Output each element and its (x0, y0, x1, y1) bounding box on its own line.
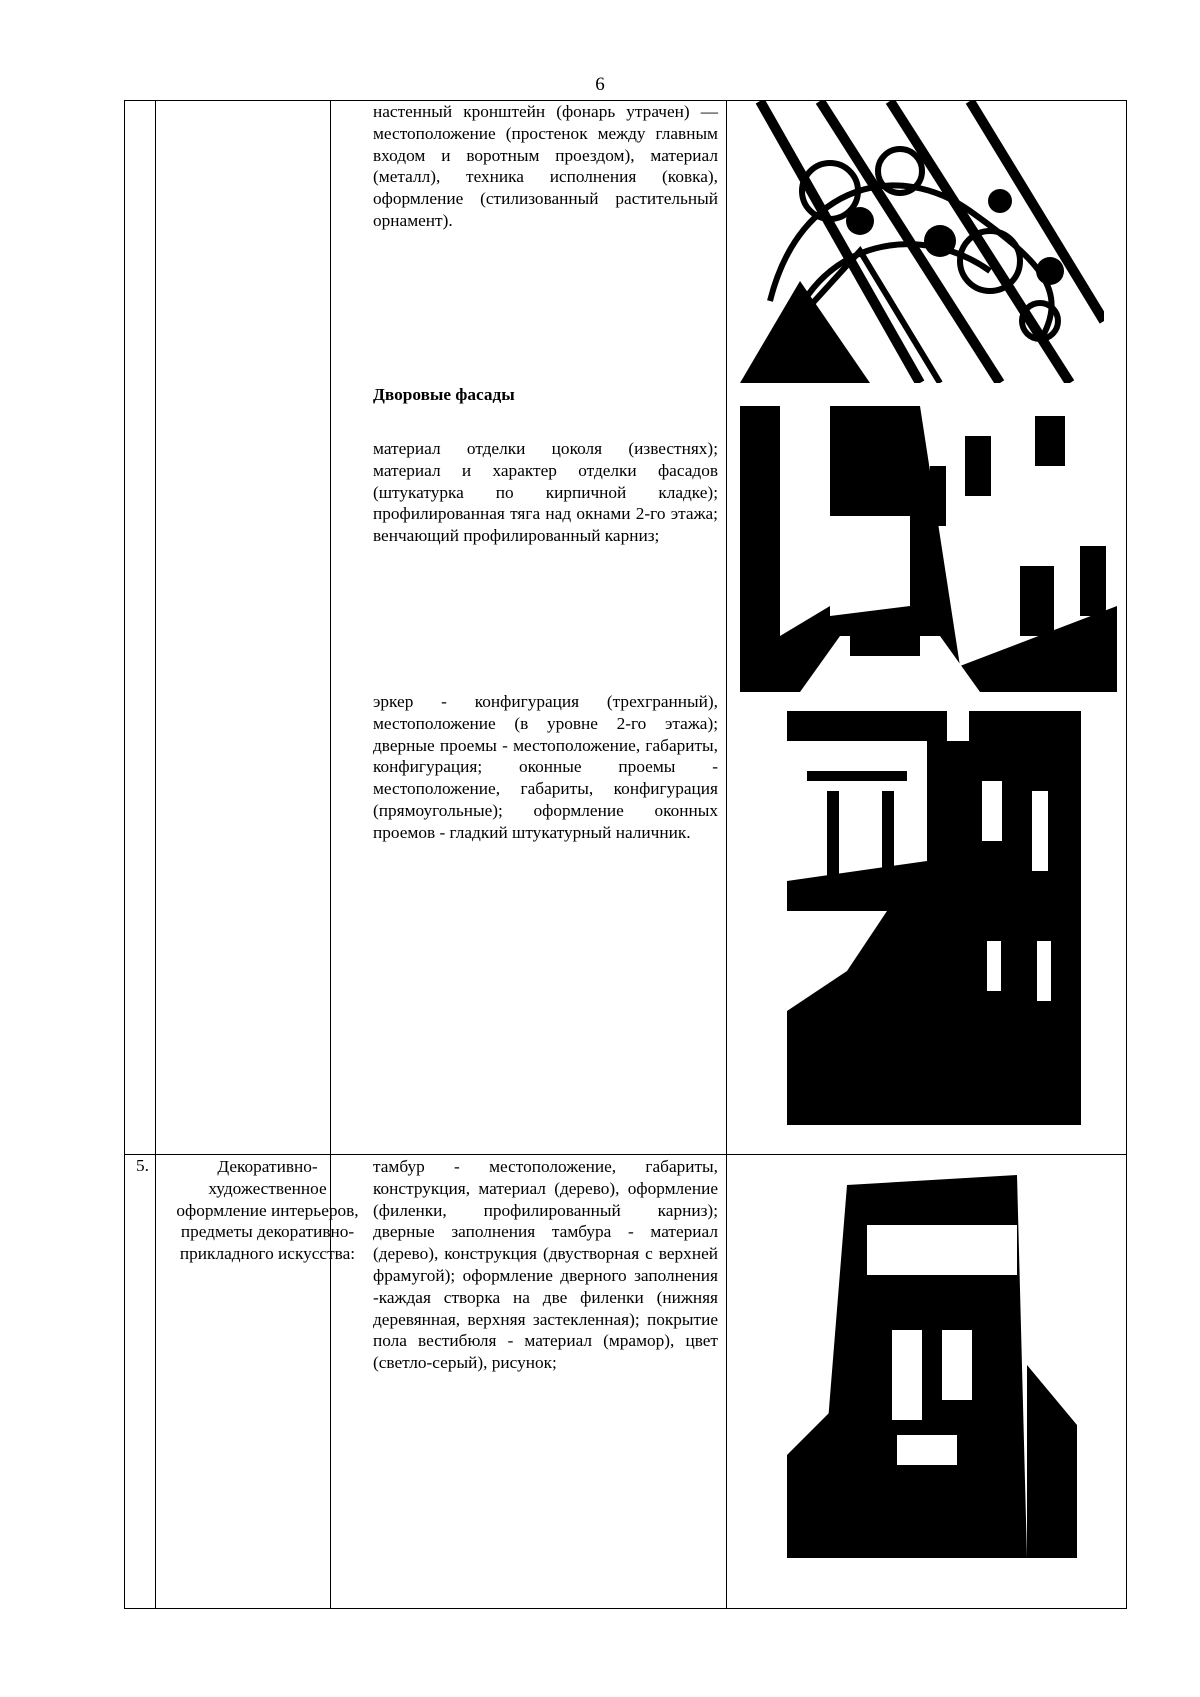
courtyard-facade-photo (740, 406, 1117, 692)
row-divider (125, 1154, 1126, 1155)
row-title: Декоративно-художественное оформление интерьеров, предметы декоративно-прикладного искусства: (176, 1157, 359, 1264)
vestibule-description: тамбур - местоположение, габариты, конструкция, материал (дерево), оформление (филенки, профилированный карниз); дверные заполнения тамбура - материал (дерево), конструкция (двустворная с верхней фрамугой); оформление дверного заполнения -каждая створка на две филенки (нижняя деревянная, верхняя застекленная); покрытие пола вестибюля - материал (мрамор), цвет (светло-серый), рисунок; (373, 1157, 718, 1373)
column-divider (330, 101, 331, 1608)
courtyard-facades-heading: Дворовые фасады (373, 385, 515, 404)
bay-window-photo (787, 711, 1081, 1125)
bay-window-description: эркер - конфигурация (трехгранный), местоположение (в уровне 2-го этажа); дверные проемы - местоположение, габариты, конфигурация; оконные проемы - местоположение, габариты, конфигурация (прямоугольные); оформление оконных проемов - гладкий штукатурный наличник. (373, 692, 718, 842)
page-number: 6 (595, 74, 605, 95)
row-number: 5. (136, 1156, 149, 1175)
bracket-description: настенный кронштейн (фонарь утрачен) — местоположение (простенок между главным входом и воротным проездом), материал (металл), техника исполнения (ковка), оформление (стилизованный растительный орнамент). (373, 102, 718, 230)
courtyard-facades-description: материал отделки цоколя (известнях); материал и характер отделки фасадов (штукатурка по кирпичной кладке); профилированная тяга над окнами 2-го этажа; венчающий профилированный карниз; (373, 439, 718, 546)
vestibule-door-photo (787, 1165, 1077, 1558)
column-divider (726, 101, 727, 1608)
column-divider (155, 101, 156, 1608)
wrought-iron-bracket-photo (740, 101, 1104, 383)
